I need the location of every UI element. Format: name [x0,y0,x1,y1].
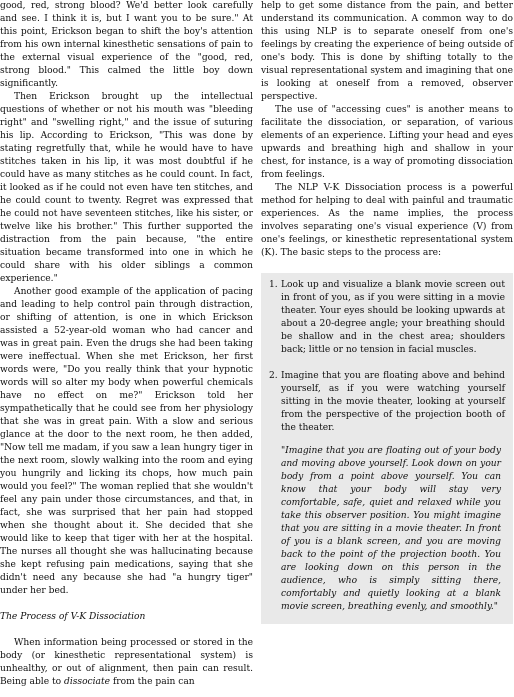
p4-text-before: When information being processed or stored in the body (or kinesthetic representational system) is unhealthy, or out of alignment, then pain can result. Being able to [0,638,253,687]
guided-quote: "Imagine that you are floating out of your body and moving above yourself. Look down on your body from a point above yourself. You can know that your body will stay very comfortable, safe, quiet and relaxed while you take this observer position. You might imagine that you are sitting in a movie theater. In front of you is a blank screen, and you are moving back to the point of the projection booth. You are looking down on this person in the audience, who is simply sitting there, comfortably and quietly looking at a blank movie screen, breathing evenly, and smoothly." [281,446,501,612]
left-column [0,0,253,689]
right-paragraph-1: help to get some distance from the pain, and better understand its communication. A common way to do this using NLP is to separate oneself from one's feelings by creating the experience of being outside of one's body. This is done by shifting totally to the visual representational system and imagining that one is looking at oneself from a removed, observer perspective. [261,1,513,102]
step-item [269,279,505,357]
steps-box [261,273,513,624]
left-paragraph-1: good, red, strong blood? We'd better look carefully and see. I think it is, but I want you to be sure." At this point, Erickson began to shift the boy's attention from his own internal kinesthetic sensations of pain to the external visual experience of the "good, red, strong blood." This calmed the little boy down significantly. [0,1,253,89]
step-number: 2. [269,371,278,381]
section-heading: The Process of V-K Dissociation [0,612,146,622]
right-paragraph-2: The use of "accessing cues" is another means to facilitate the dissociation, or separation, of various elements of an experience. Lifting your head and eyes upwards and breathing high and shallow in your chest, for instance, is a way of promoting dissociation from feelings. [261,105,513,180]
step-text: Look up and visualize a blank movie screen out in front of you, as if you were sitting in a movie theater. Your eyes should be looking upwards at about a 20-degree angle; your breathing should be shallow and in the chest area; shoulders back; little or no tension in facial muscles. [281,280,505,355]
left-paragraph-2: Then Erickson brought up the intellectual questions of whether or not his mouth was "bleeding right" and "swelling right," and the issue of suturing his lip. According to Erickson, "This was done by stating regretfully that, while he would have to have stitches taken in his lip, it was most doubtful if he could have as many stitches as he could count. In fact, it looked as if he could not even have ten stitches, and he could count to twenty. Regret was expressed that he could not have seventeen stitches, like his sister, or twelve like his brother." This further supported the distraction from the pain because, "the entire situation became transformed into one in which he could share with his older siblings a common experience." [0,92,253,284]
p4-emphasis: dissociate [64,677,110,687]
step-item [269,370,505,435]
p4-text-after: from the pain can [110,677,195,687]
right-paragraph-3: The NLP V-K Dissociation process is a powerful method for helping to deal with painful and traumatic experiences. As the name implies, the process involves separating one's visual experience (V) from one's feelings, or kinesthetic representational system (K). The basic steps to the process are: [261,183,513,258]
right-column [261,0,513,624]
left-paragraph-3: Another good example of the application of pacing and leading to help control pain through distraction, or shifting of attention, is one in which Erickson assisted a 52-year-old woman who had cancer and was in great pain. Even the drugs she had been taking were ineffectual. When she met Erickson, her first words were, "Do you really think that your hypnotic words will so alter my body when powerful chemicals have no effect on me?" Erickson told her sympathetically that he could see from her physiology that she was in great pain. With a slow and serious glance at the door to the next room, he then added, "Now tell me madam, if you saw a lean hungry tiger in the next room, slowly walking into the room and eying you hungrily and licking its chops, how much pain would you feel?" The woman replied that she wouldn't feel any pain under those circumstances, and that, in fact, she was surprised that her pain had stopped when she thought about it. She decided that she would like to keep that tiger with her at the hospital. The nurses all thought she was hallucinating because she kept refusing pain medications, saying that she didn't need any because she had "a hungry tiger" under her bed. [0,287,253,596]
step-number: 1. [269,280,278,290]
step-text: Imagine that you are floating above and behind yourself, as if you were watching yourself sitting in the movie theater, looking at yourself from the perspective of the projection booth of the theater. [281,371,505,433]
left-paragraph-4 [0,637,253,689]
